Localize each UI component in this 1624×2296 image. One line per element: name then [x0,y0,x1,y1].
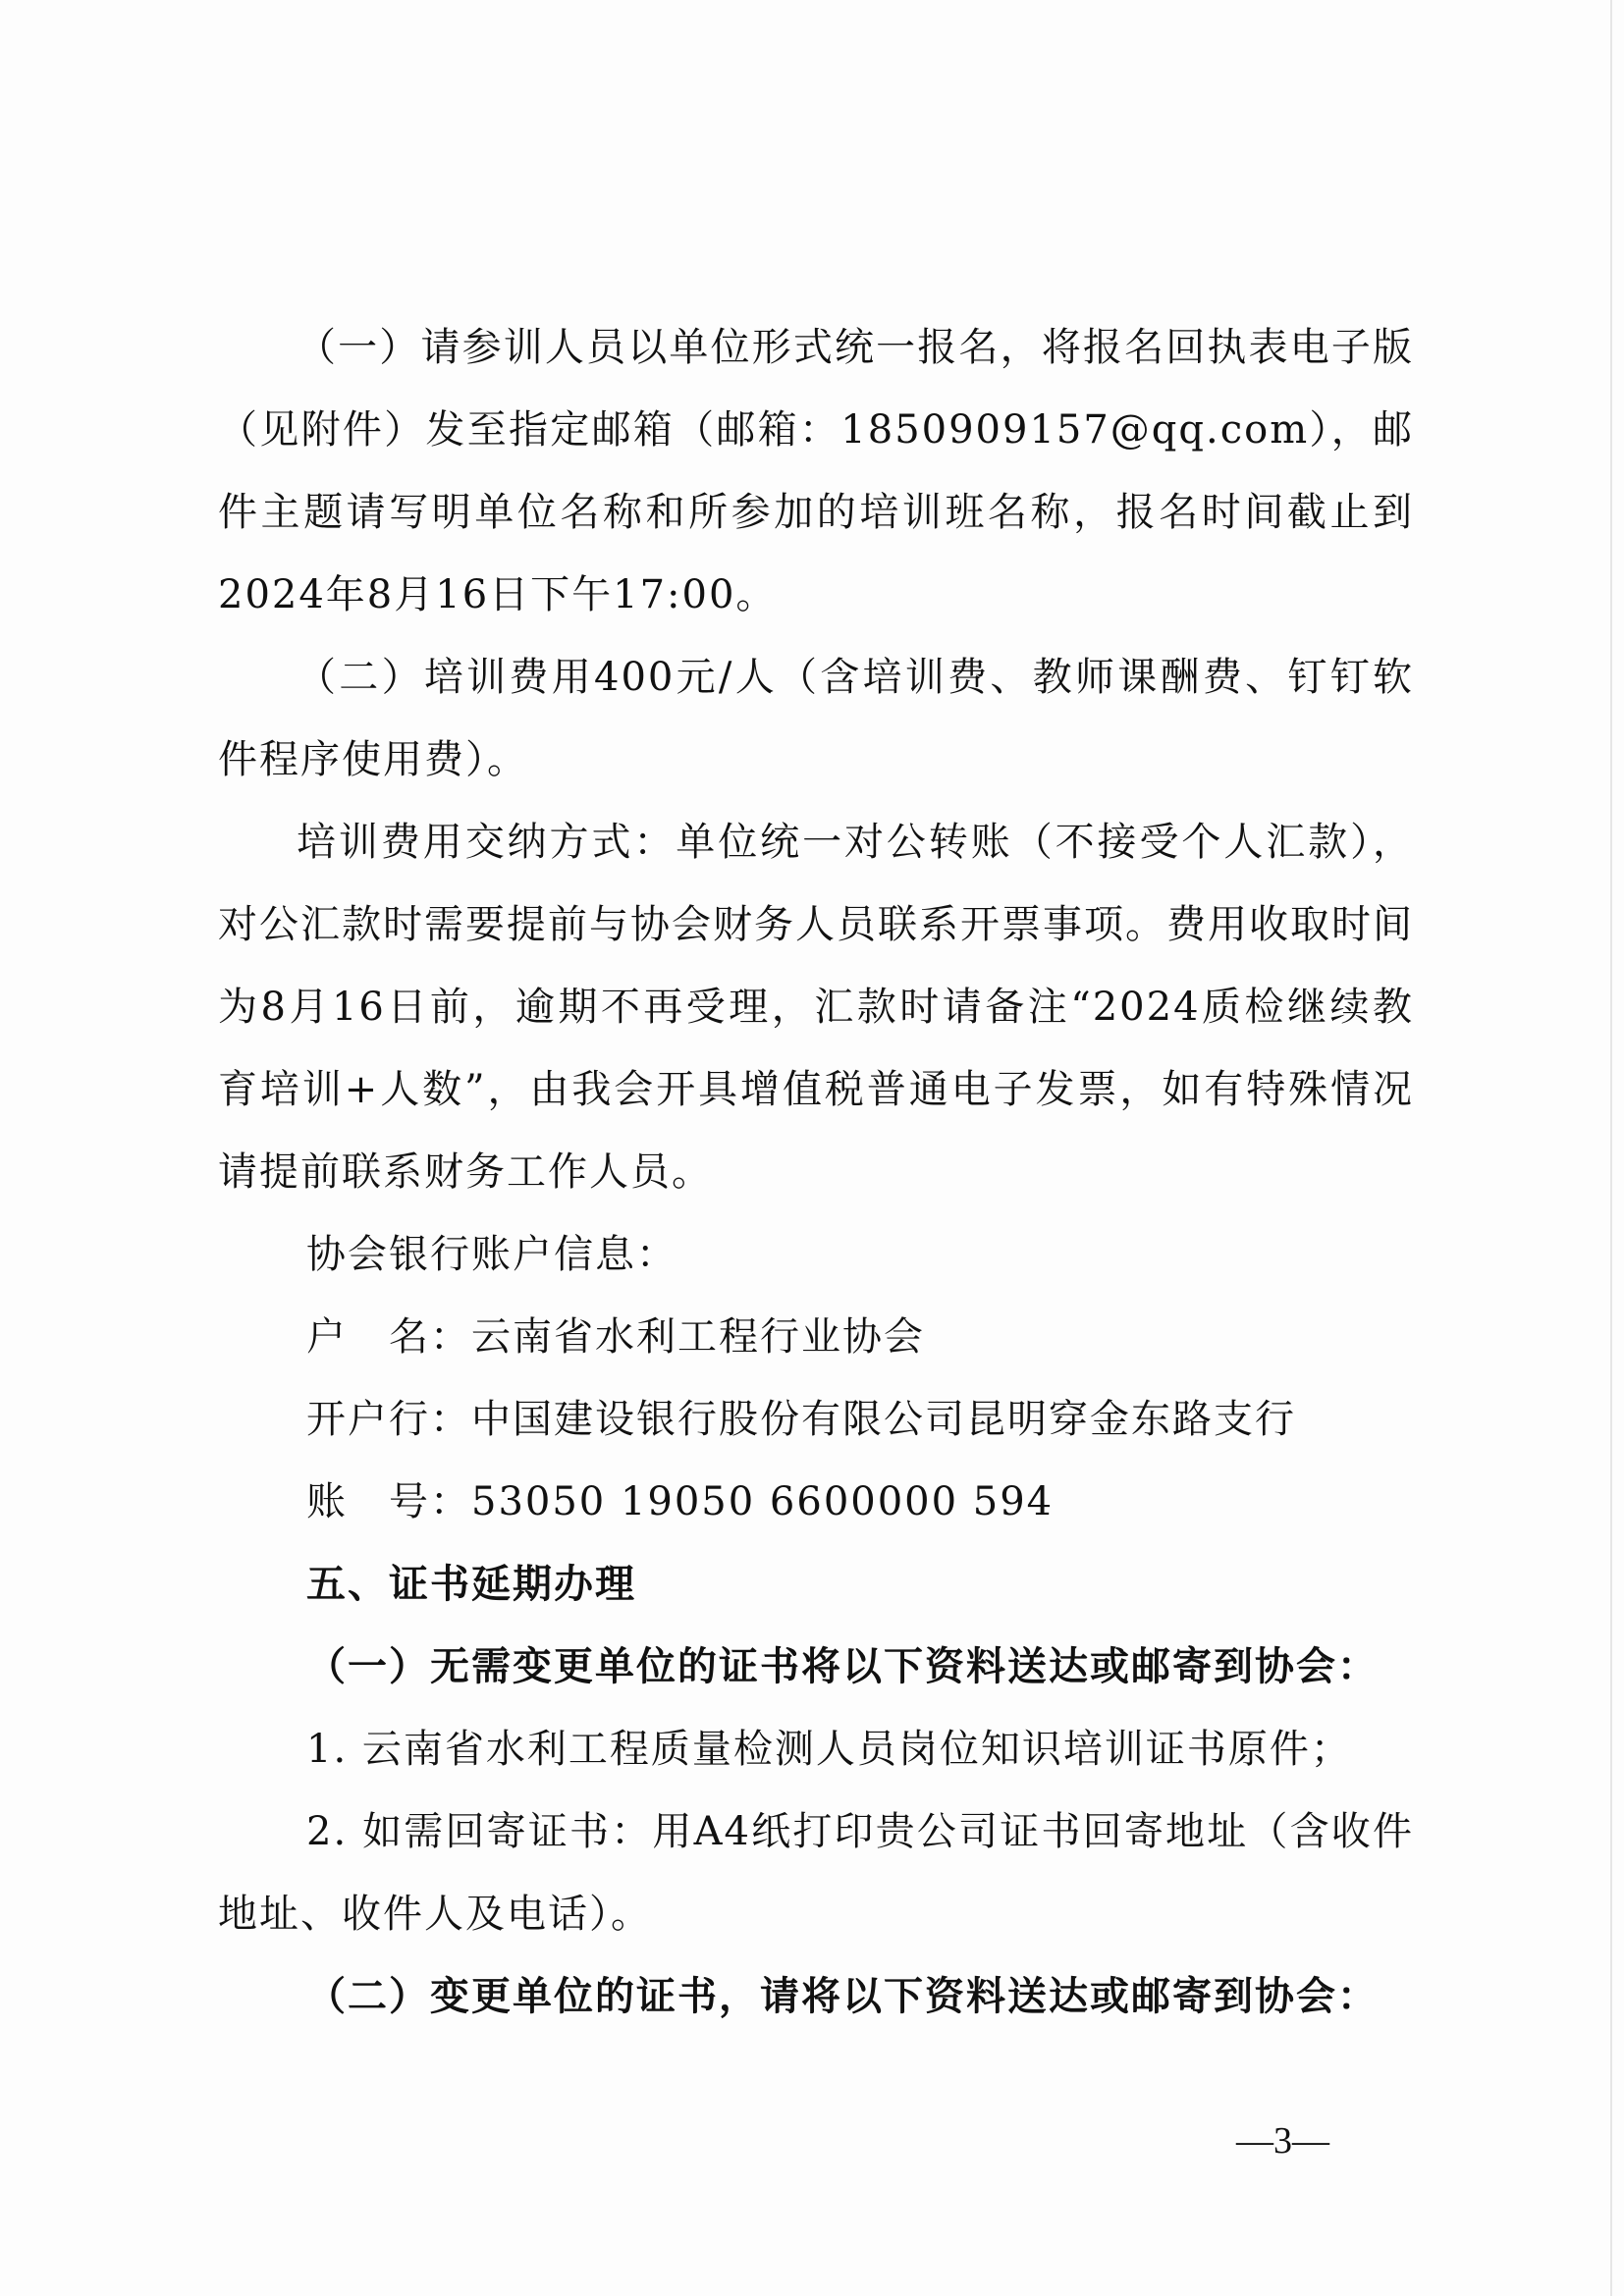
account-name: 户 名：云南省水利工程行业协会 [306,1314,925,1360]
bank-branch: 开户行：中国建设银行股份有限公司昆明穿金东路支行 [306,1397,1296,1442]
fee-paragraph: （二）培训费用400元/人（含培训费、教师课酬费、钉钉软件程序使用费）。 [218,655,1414,782]
bank-info-title: 协会银行账户信息： [306,1232,677,1277]
payment-method-paragraph: 培训费用交纳方式：单位统一对公转账（不接受个人汇款），对公汇款时需要提前与协会财务人员联系开票事项。费用收取时间为8月16日前，逾期不再受理，汇款时请备注“2024质检继续教育培训+人数”，由我会开具增值税普通电子发票，如有特殊情况请提前联系财务工作人员。 [218,820,1414,1195]
list-item-original-certificate: 1. 云南省水利工程质量检测人员岗位知识培训证书原件； [306,1727,1352,1772]
subsection-change-unit: （二）变更单位的证书，请将以下资料送达或邮寄到协会： [306,1973,1379,2019]
subsection-no-change: （一）无需变更单位的证书将以下资料送达或邮寄到协会： [306,1643,1379,1689]
list-item-return-address: 2. 如需回寄证书：用A4纸打印贵公司证书回寄地址（含收件地址、收件人及电话）。 [218,1809,1414,1937]
section-heading-certificate-extension: 五、证书延期办理 [306,1562,636,1607]
document-body [218,306,1414,2038]
registration-paragraph: （一）请参训人员以单位形式统一报名，将报名回执表电子版（见附件）发至指定邮箱（邮箱：1850909157@qq.com），邮件主题请写明单位名称和所参加的培训班名称，报名时间截止到2024年8月16日下午17:00。 [218,325,1414,617]
account-number: 账 号：53050 19050 6600000 594 [306,1479,1055,1524]
page-number: —3— [1236,2120,1329,2162]
scan-edge-line [1610,0,1612,2296]
